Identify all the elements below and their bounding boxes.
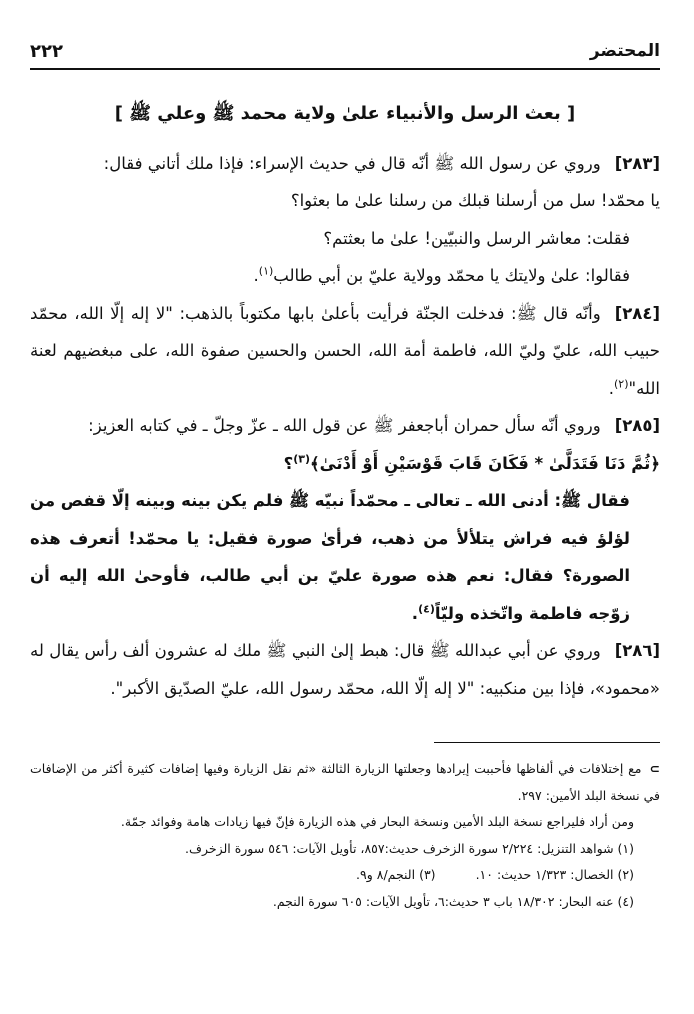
paragraph-text: وأنّه قال ﷺ: فدخلت الجنّة فرأيت بأعلىٰ بابها مكتوباً بالذهب: "لا إله إلّا الله، محمّد حبيب الله، عليّ وليّ الله، فاطمة أمة الله، الحسن والحسين صفوة الله، على مبغضيهم لعنة الله": [30, 303, 660, 398]
quran-verse: ﴿ثُمَّ دَنَا فَتَدَلَّىٰ * فَكَانَ قَابَ قَوْسَيْنِ أَوْ أَدْنَىٰ﴾$^{(٣)}$؟: [283, 452, 660, 473]
paragraph-285-answer: فقال ﷺ: أدنى الله ـ تعالى ـ محمّداً نبيّه ﷺ فلم يكن بينه وبينه إلّا قفص من لؤلؤ فيه فراش يتلألأ من ذهب، فرأىٰ صورة فقيل: يا محمّد! أتعرف هذه الصورة؟ فقال: نعم هذه صورة عليّ بن أبي طالب، فأوحىٰ الله إليه أن زوّجه فاطمة واتّخذه وليّاً$^{(٤)}$.: [30, 491, 630, 623]
footnote-continued: [30, 756, 660, 809]
footnote-ref: (١): [258, 264, 274, 278]
paragraph-286: [30, 632, 660, 707]
footnote-row: [30, 862, 660, 889]
page-header: [30, 36, 660, 66]
paragraph-number: [٢٨٤]: [614, 303, 660, 323]
paragraph-283-line: يا محمّد! سل من أرسلنا قبلك من رسلنا علىٰ ما بعثوا؟: [290, 191, 660, 210]
paragraph-number: [٢٨٣]: [614, 153, 660, 173]
footnote-2: (٢) الخصال: ١/٣٢٣ حديث: ١٠.: [475, 867, 634, 882]
paragraph-text: وروي عن رسول الله ﷺ أنّه قال في حديث الإسراء: فإذا ملك أتاني فقال:: [103, 153, 601, 173]
paragraph-283-line: فقالوا: علىٰ ولايتك يا محمّد وولاية عليّ بن أبي طالب$^{(١)}$.: [253, 264, 630, 285]
footnotes: [30, 756, 660, 915]
paragraph-number: [٢٨٦]: [614, 641, 660, 660]
footnote-note: ومن أراد فليراجع نسخة البلد الأمين ونسخة البحار في هذه الزيارة فإنّ فيها زيادات هامة وفوائد جمّة.: [120, 814, 634, 829]
continuation-mark-icon: ⊃: [649, 761, 660, 776]
paragraph-text: فقالوا: علىٰ ولايتك يا محمّد وولاية عليّ بن أبي طالب: [273, 266, 630, 285]
verse-text: ﴿ثُمَّ دَنَا فَتَدَلَّىٰ * فَكَانَ قَابَ قَوْسَيْنِ أَوْ أَدْنَىٰ﴾: [309, 453, 660, 473]
footnote-4: (٤) عنه البحار: ١٨/٣٠٢ باب ٣ حديث:٦، تأويل الآيات: ٦٠٥ سورة النجم.: [272, 893, 634, 909]
footnote-text: مع إختلافات في ألفاظها فأحببت إيرادها وجعلتها الزيارة الثالثة «ثم نقل الزيارة وفيها إضافات كثيرة أكثر من الإضافات في نسخة البلد الأمين: ٢٩٧.: [30, 761, 660, 803]
page-number: ٢٢٢: [30, 40, 63, 62]
main-text: [30, 95, 660, 707]
footnote-3: (٣) النجم/٨ و٩.: [356, 867, 436, 882]
footnote-ref: (٣): [293, 452, 310, 465]
footnote-1: (١) شواهد التنزيل: ٢/٢٢٤ سورة الزخرف حديث:٨٥٧، تأويل الآيات: ٥٤٦ سورة الزخرف.: [185, 840, 634, 856]
section-heading: [ بعث الرسل والأنبياء علىٰ ولاية محمد ﷺ وعلي ﷺ ]: [114, 103, 576, 124]
paragraph-283: [30, 145, 660, 183]
footnote-ref: (٢): [613, 377, 629, 390]
running-title: المحتضر: [589, 41, 660, 61]
header-rule: [30, 68, 660, 70]
footnote-rule: [434, 742, 660, 743]
paragraph-283-line: فقلت: معاشر الرسل والنبيّين! علىٰ ما بعثتم؟: [323, 228, 630, 248]
footnote-ref: (٤): [418, 602, 435, 615]
paragraph-284: [٢٨٤]وأنّه قال ﷺ: فدخلت الجنّة فرأيت بأعلىٰ بابها مكتوباً بالذهب: "لا إله إلّا الله، محمّد حبيب الله، عليّ وليّ الله، فاطمة أمة الله، الحسن والحسين صفوة الله، على مبغضيهم لعنة الله"$^{(٢)}$.: [30, 303, 660, 398]
paragraph-number: [٢٨٥]: [614, 416, 660, 435]
paragraph-text: وروي عن أبي عبدالله ﷺ قال: هبط إلىٰ النبي ﷺ ملك له عشرون ألف رأس يقال له «محمود»، فإذا بين منكبيه: "لا إله إلّا الله، محمّد رسول الله، عليّ الصدّيق الأكبر".: [30, 641, 660, 698]
paragraph-text: وروي أنّه سأل حمران أباجعفر ﷺ عن قول الله ـ عزّ وجلّ ـ في كتابه العزيز:: [88, 416, 601, 435]
paragraph-text: فقال ﷺ: أدنى الله ـ تعالى ـ محمّداً نبيّه ﷺ فلم يكن بينه وبينه إلّا قفص من لؤلؤ فيه فراش يتلألأ من ذهب، فرأىٰ صورة فقيل: يا محمّد! أتعرف هذه الصورة؟ فقال: نعم هذه صورة عليّ بن أبي طالب، فأوحىٰ الله إليه أن زوّجه فاطمة واتّخذه وليّاً: [30, 491, 630, 623]
paragraph-285: [30, 407, 660, 445]
